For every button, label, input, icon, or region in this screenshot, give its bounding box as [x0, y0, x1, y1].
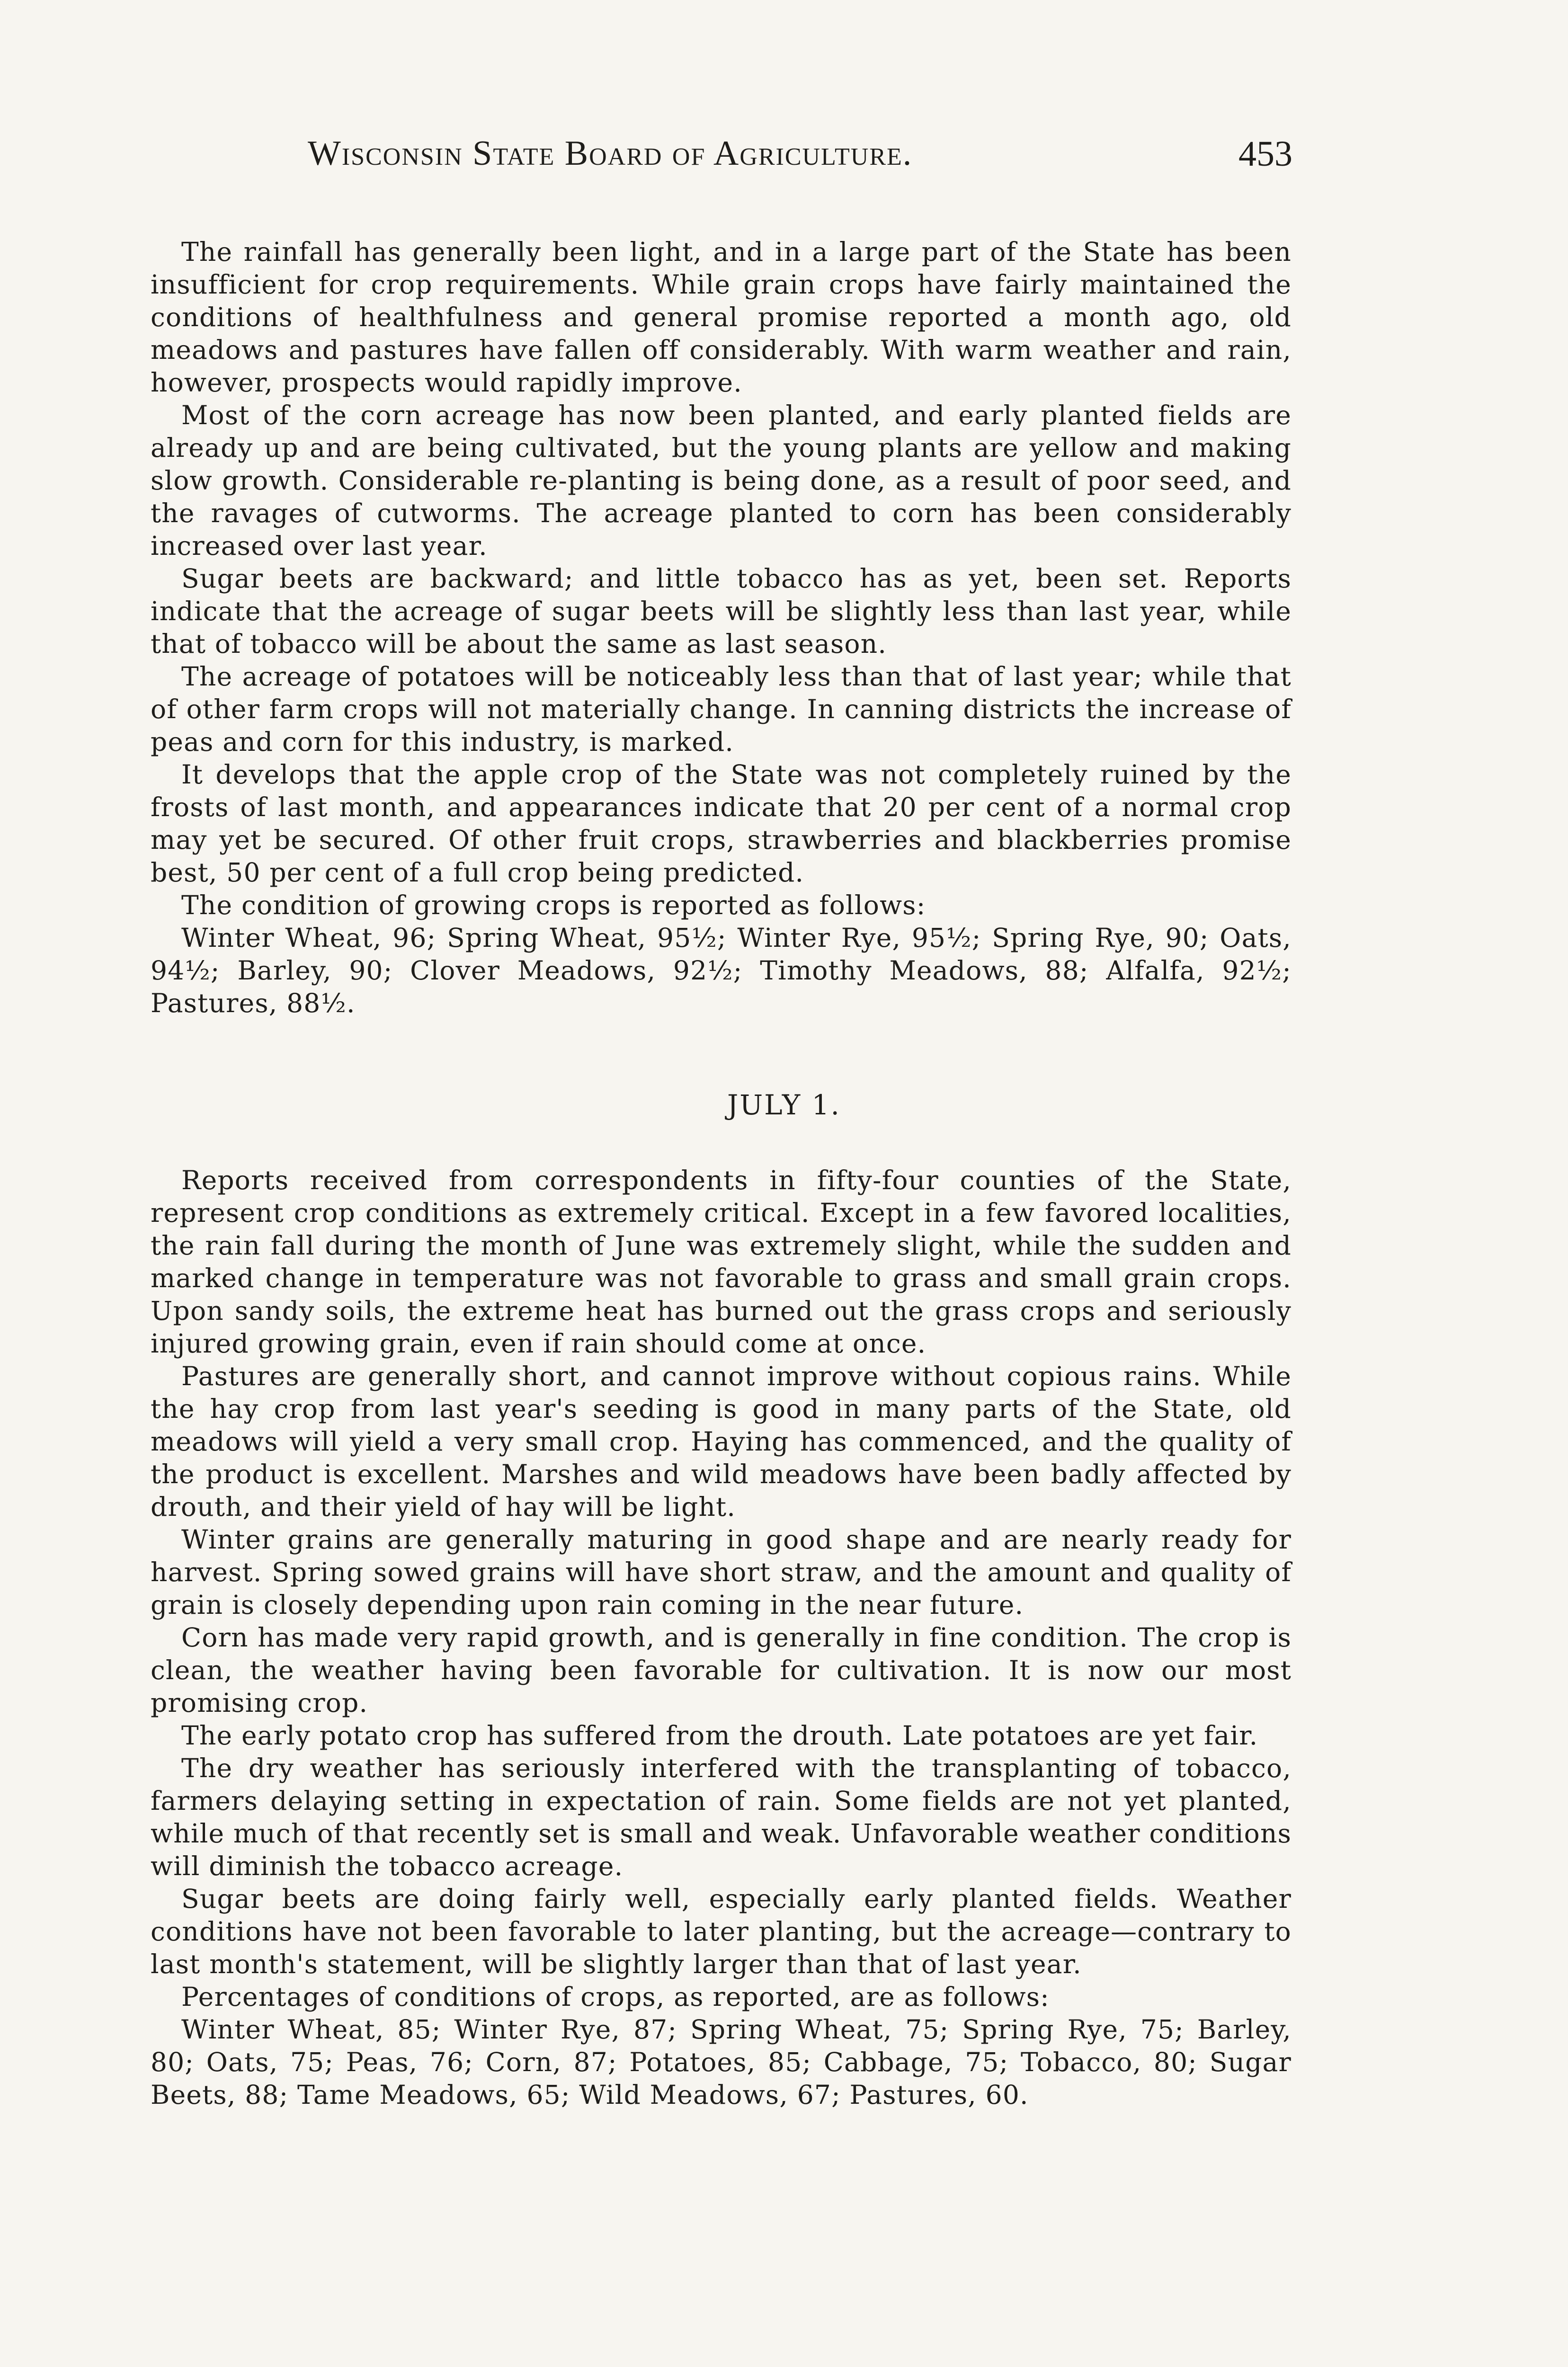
paragraph-sugar-beets-tobacco: Sugar beets are backward; and little tobacco has as yet, been set. Reports indicate that the acreage of sugar beets will be slightly less than last year, while that of tobacco will be about the same as last season. [151, 563, 1292, 659]
paragraph-condition-intro: The condition of growing crops is reported as follows: [181, 890, 926, 920]
paragraph-potato-crop: The early potato crop has suffered from the drouth. Late potatoes are yet fair. [181, 1720, 1258, 1751]
page-number: 453 [1238, 134, 1292, 174]
june-report-section [151, 236, 1292, 1020]
paragraph-percentages-figures: Winter Wheat, 85; Winter Rye, 87; Spring Wheat, 75; Spring Rye, 75; Barley, 80; Oats, 75; Peas, 76; Corn, 87; Potatoes, 85; Cabbage, 75; Tobacco, 80; Sugar Beets, 88; Tame Meadows, 65; Wild Meadows, 67; Pastures, 60. [151, 2014, 1292, 2110]
paragraph-reports-received: Reports received from correspondents in fifty-four counties of the State, represent crop conditions as extremely critical. Except in a few favored localities, the rain fall during the month of June was extremely slight, while the sudden and marked change in temperature was not favorable to grass and small grain crops. Upon sandy soils, the extreme heat has burned out the grass crops and seriously injured growing grain, even if rain should come at once. [151, 1165, 1292, 1359]
paragraph-apple-crop: It develops that the apple crop of the State was not completely ruined by the frosts of last month, and appearances indicate that 20 per cent of a normal crop may yet be secured. Of other fruit crops, strawberries and blackberries promise best, 50 per cent of a full crop being predicted. [151, 759, 1292, 888]
paragraph-corn-growth: Corn has made very rapid growth, and is generally in fine condition. The crop is clean, the weather having been favorable for cultivation. It is now our most promising crop. [151, 1622, 1292, 1718]
paragraph-winter-grains: Winter grains are generally maturing in good shape and are nearly ready for harvest. Spring sowed grains will have short straw, and the amount and quality of grain is closely depending upon rain coming in the near future. [151, 1524, 1292, 1620]
july-report-section [151, 1164, 1292, 2111]
paragraph-sugar-beets: Sugar beets are doing fairly well, especially early planted fields. Weather conditions have not been favorable to later planting, but the acreage—contrary to last month's statement, will be slightly larger than that of last year. [151, 1884, 1292, 1979]
paragraph-corn-acreage: Most of the corn acreage has now been planted, and early planted fields are already up and are being cultivated, but the young plants are yellow and making slow growth. Considerable re-planting is being done, as a result of poor seed, and the ravages of cutworms. The acreage planted to corn has been considerably increased over last year. [151, 400, 1292, 561]
paragraph-pastures: Pastures are generally short, and cannot improve without copious rains. While the hay crop from last year's seeding is good in many parts of the State, old meadows will yield a very small crop. Haying has commenced, and the quality of the product is excellent. Marshes and wild meadows have been badly affected by drouth, and their yield of hay will be light. [151, 1361, 1292, 1522]
paragraph-condition-figures: Winter Wheat, 96; Spring Wheat, 95½; Winter Rye, 95½; Spring Rye, 90; Oats, 94½; Barley, 90; Clover Meadows, 92½; Timothy Meadows, 88; Alfalfa, 92½; Pastures, 88½. [151, 923, 1292, 1018]
paragraph-rainfall: The rainfall has generally been light, and in a large part of the State has been insufficient for crop requirements. While grain crops have fairly maintained the conditions of healthfulness and general promise reported a month ago, old meadows and pastures have fallen off considerably. With warm weather and rain, however, prospects would rapidly improve. [151, 237, 1292, 398]
paragraph-potatoes: The acreage of potatoes will be noticeably less than that of last year; while that of other farm crops will not materially change. In canning districts the increase of peas and corn for this industry, is marked. [151, 661, 1292, 757]
page-header [308, 133, 1292, 186]
running-head: Wisconsin State Board of Agriculture. [308, 134, 913, 173]
section-title-july: JULY 1. [727, 1089, 841, 1121]
paragraph-percentages-intro: Percentages of conditions of crops, as reported, are as follows: [181, 1982, 1050, 2012]
paragraph-tobacco: The dry weather has seriously interfered with the transplanting of tobacco, farmers delaying setting in expectation of rain. Some fields are not yet planted, while much of that recently set is small and weak. Unfavorable weather conditions will diminish the tobacco acreage. [151, 1753, 1292, 1881]
